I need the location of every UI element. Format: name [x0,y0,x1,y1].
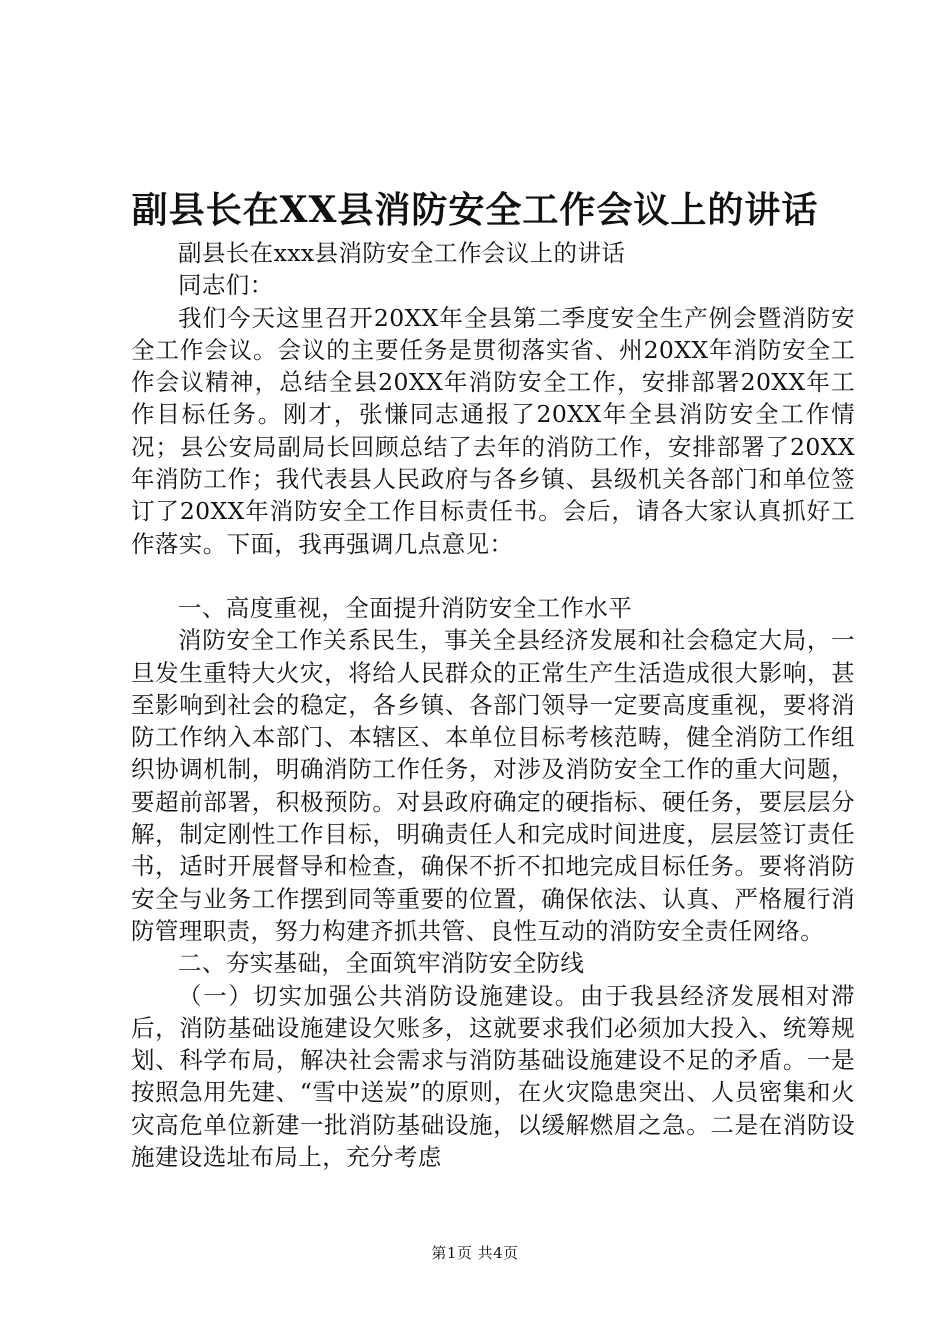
section-1-paragraph: 消防安全工作关系民生，事关全县经济发展和社会稳定大局，一旦发生重特大火灾，将给人民群众的正常生产生活造成很大影响，甚至影响到社会的稳定，各乡镇、各部门领导一定要高度重视，要将消防工作纳入本部门、本辖区、本单位目标考核范畴，健全消防工作组织协调机制，明确消防工作任务，对涉及消防安全工作的重大问题，要超前部署，积极预防。对县政府确定的硬指标、硬任务，要层层分解，制定刚性工作目标，明确责任人和完成时间进度，层层签订责任书，适时开展督导和检查，确保不折不扣地完成目标任务。要将消防安全与业务工作摆到同等重要的位置，确保依法、认真、严格履行消防管理职责，努力构建齐抓共管、良性互动的消防安全责任网络。 [131,626,855,945]
intro-paragraph: 我们今天这里召开20XX年全县第二季度安全生产例会暨消防安全工作会议。会议的主要任务是贯彻落实省、州20XX年消防安全工作会议精神，总结全县20XX年消防安全工作，安排部署20XX年工作目标任务。刚才，张慊同志通报了20XX年全县消防安全工作情况；县公安局副局长回顾总结了去年的消防工作，安排部署了20XX年消防工作；我代表县人民政府与各乡镇、县级机关各部门和单位签订了20XX年消防安全工作目标责任书。会后，请各大家认真抓好工作落实。下面，我再强调几点意见： [131,303,855,558]
section-heading-2: 二、夯实基础，全面筑牢消防安全防线 [178,949,585,978]
section-2-paragraph: （一）切实加强公共消防设施建设。由于我县经济发展相对滞后，消防基础设施建设欠账多，这就要求我们必须加大投入、统筹规划、科学布局，解决社会需求与消防基础设施建设不足的矛盾。一是按照急用先建、“雪中送炭”的原则，在火灾隐患突出、人员密集和火灾高危单位新建一批消防基础设施，以缓解燃眉之急。二是在消防设施建设选址布局上，充分考虑 [131,981,855,1172]
salutation-paragraph: 同志们： [178,271,274,300]
section-heading-1: 一、高度重视，全面提升消防安全工作水平 [178,593,633,622]
page-number-footer: 第1页 共4页 [431,1244,519,1262]
document-title: 副县长在XX县消防安全工作会议上的讲话 [131,189,819,231]
document-body [131,237,855,1173]
subtitle-paragraph: 副县长在xxx县消防安全工作会议上的讲话 [178,239,626,267]
